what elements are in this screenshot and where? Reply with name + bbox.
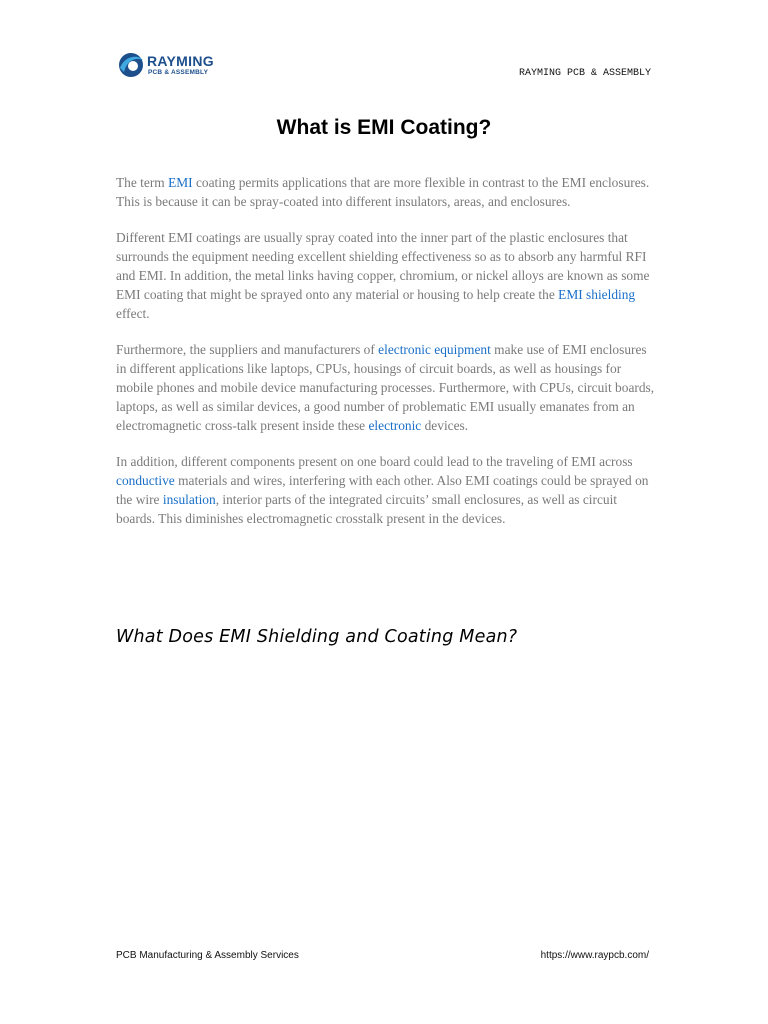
link-electronic[interactable]: electronic: [368, 418, 422, 433]
article-body: [116, 173, 656, 545]
link-emi-shielding[interactable]: EMI shielding: [558, 287, 636, 302]
page-title: What is EMI Coating?: [276, 116, 492, 139]
logo-brand: RAYMING: [147, 53, 214, 69]
link-emi[interactable]: EMI: [168, 175, 193, 190]
paragraph-1: [116, 173, 656, 211]
text-run: Furthermore, the suppliers and manufacturers of: [116, 342, 379, 357]
paragraph-2: [116, 228, 656, 323]
text-run: devices.: [421, 418, 469, 433]
footer-services: PCB Manufacturing & Assembly Services: [116, 950, 299, 961]
header-company: RAYMING PCB & ASSEMBLY: [518, 68, 651, 79]
section-heading: What Does EMI Shielding and Coating Mean?: [116, 627, 518, 647]
text-run: Different EMI coatings are usually spray coated into the inner part of the plastic enclosures that surrounds the equipment needing excellent shielding effectiveness so as to absorb any harmful RFI and EMI. In addition, the metal links having copper, chromium, or nickel alloys are known as some EMI coating that might be sprayed onto any material or housing to help create the: [116, 230, 650, 302]
link-electronic-equipment[interactable]: electronic equipment: [378, 342, 491, 357]
text-run: materials and wires, interfering with each other. Also EMI coatings could be sprayed on the wire: [116, 473, 649, 507]
text-run: effect.: [116, 306, 150, 321]
logo-swirl-icon: [116, 50, 146, 80]
text-run: make use of EMI enclosures in different applications like laptops, CPUs, housings of circuit boards, as well as housings for mobile phones and mobile device manufacturing processes. Furthermore, with CPUs, circuit boards, laptops, as well as similar devices, a good number of problematic EMI usually emanates from an electromagnetic cross-talk present inside these: [116, 342, 655, 433]
logo-tagline: PCB & ASSEMBLY: [148, 69, 209, 76]
paragraph-4: [116, 452, 656, 528]
company-logo: [116, 50, 226, 82]
text-run: In addition, different components present on one board could lead to the traveling of EMI across: [116, 454, 633, 469]
footer-url: https://www.raypcb.com/: [540, 950, 649, 961]
link-conductive[interactable]: conductive: [116, 473, 175, 488]
text-run: , interior parts of the integrated circuits’ small enclosures, as well as circuit boards. This diminishes electromagnetic crosstalk present in the devices.: [116, 492, 618, 526]
text-run: The term: [116, 175, 169, 190]
link-insulation[interactable]: insulation: [162, 492, 216, 507]
text-run: coating permits applications that are more flexible in contrast to the EMI enclosures. This is because it can be spray-coated into different insulators, areas, and enclosures.: [116, 175, 650, 209]
paragraph-3: [116, 340, 656, 435]
